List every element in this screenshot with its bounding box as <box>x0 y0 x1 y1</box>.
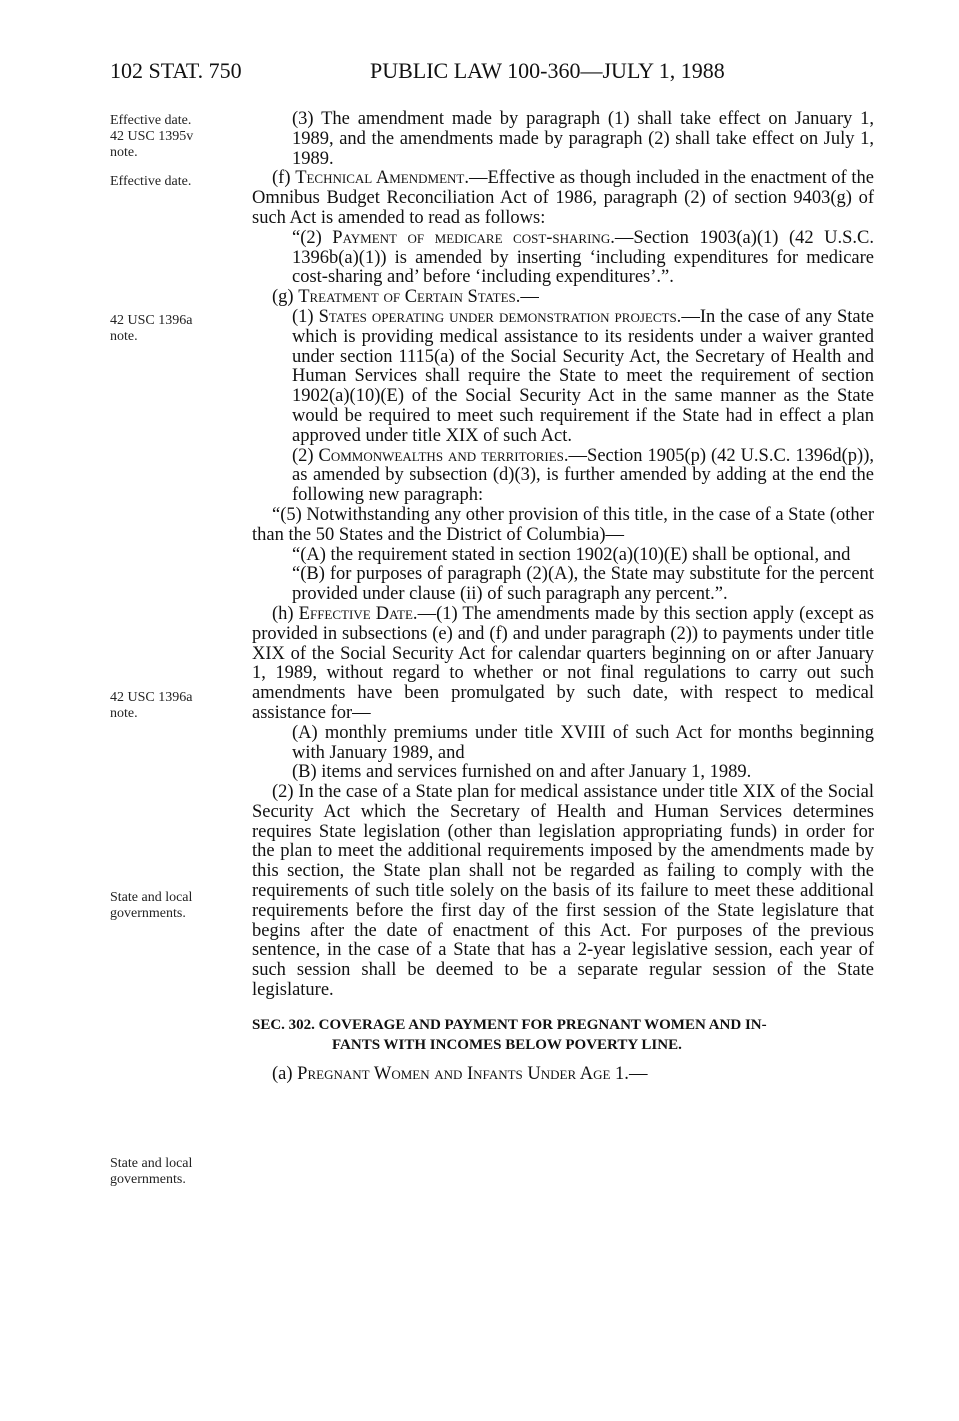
quoted-paragraph-2-heading: Payment of medicare cost-sharing. <box>332 227 615 248</box>
margin-note-usc-1396a-2: 42 USC 1396a note. <box>110 690 193 721</box>
subsection-g-heading: Treatment of Certain States. <box>298 287 521 308</box>
subsection-h-clause-a: (A) monthly premiums under title XVIII of such Act for months beginning with January 1989, and <box>292 722 874 763</box>
section-302-heading: SEC. 302. COVERAGE AND PAYMENT FOR PREGNANT WOMEN AND IN- FANTS WITH INCOMES BELOW POVERTY LINE. <box>252 1016 767 1053</box>
subsection-h-clause-b: (B) items and services furnished on and after January 1, 1989. <box>292 762 752 783</box>
subsection-g: (g) Treatment of Certain States.— <box>272 287 539 308</box>
page-header <box>110 58 874 92</box>
subsection-a: (a) Pregnant Women and Infants Under Age 1.— <box>272 1063 648 1084</box>
quoted-clause-b: “(B) for purposes of paragraph (2)(A), the State may substitute for the percent provided under clause (ii) of such paragraph any percent.”. <box>292 564 874 605</box>
margin-note-effective-date-1: Effective date. 42 USC 1395v note. <box>110 113 194 160</box>
subsection-f: (f) Technical Amendment.—Effective as though included in the enactment of the Omnibus Budget Reconciliation Act of 1986, paragraph (2) of section 9403(g) of such Act is amended to read as follows: <box>252 168 875 228</box>
subsection-a-heading: Pregnant Women and Infants Under Age 1. <box>297 1063 629 1084</box>
quoted-clause-a: “(A) the requirement stated in section 1902(a)(10)(E) shall be optional, and <box>292 544 851 565</box>
subsection-g-2-heading: Commonwealths and territories. <box>318 445 569 466</box>
margin-note-usc-1396a-1: 42 USC 1396a note. <box>110 313 193 344</box>
margin-note-state-local-2: State and local governments. <box>110 1156 193 1187</box>
subsection-g-2: (2) Commonwealths and territories.—Section 1905(p) (42 U.S.C. 1396d(p)), as amended by subsection (d)(3), is further amended by adding at the end the following new paragraph: <box>292 445 874 506</box>
margin-note-effective-date-2: Effective date. <box>110 174 192 189</box>
subsection-h-2: (2) In the case of a State plan for medical assistance under title XIX of the Social Security Act which the Secretary of Health and Human Services determines requires State legislation (other than legislation appropriating funds) in order for the plan to meet the additional requirements imposed by the amendments made by this section, the State plan shall not be regarded as failing to comply with the requirements of such title solely on the basis of its failure to meet these additional requirements before the first day of the first session of the State legislature that begins after the date of enactment of this Act. For purposes of the previous sentence, in the case of a State that has a 2-year legislative session, each year of such session shall be deemed to be a separate regular session of the State legislature. <box>252 782 874 1001</box>
subsection-f-heading: Technical Amendment. <box>295 168 469 189</box>
subsection-g-1-heading: States operating under demonstration projects. <box>318 306 682 327</box>
statute-page-number: 102 STAT. 750 <box>110 58 242 83</box>
subsection-h: (h) Effective Date.—(1) The amendments made by this section apply (except as provided in subsections (e) and (f) and under paragraph (2)) to payments under title XIX of the Social Security Act for calendar quarters beginning on or after January 1, 1989, without regard to whether or not final regulations to carry out such amendments have been promulgated by such date, with respect to medical assistance for— <box>252 603 875 723</box>
quoted-paragraph-5: “(5) Notwithstanding any other provision of this title, in the case of a State (other than the 50 States and the District of Columbia)— <box>252 504 874 545</box>
public-law-title: PUBLIC LAW 100-360—JULY 1, 1988 <box>370 58 725 83</box>
quoted-paragraph-2: “(2) Payment of medicare cost-sharing.—Section 1903(a)(1) (42 U.S.C. 1396b(a)(1)) is amended by inserting ‘including expenditures for medicare cost-sharing and’ before ‘including expenditures’.”. <box>292 227 874 288</box>
paragraph-3: (3) The amendment made by paragraph (1) shall take effect on January 1, 1989, and the amendments made by paragraph (2) shall take effect on July 1, 1989. <box>292 109 874 169</box>
subsection-h-heading: Effective Date. <box>298 603 418 624</box>
statute-body <box>252 110 874 1085</box>
margin-note-state-local-1: State and local governments. <box>110 890 193 921</box>
subsection-g-1: (1) States operating under demonstration projects.—In the case of any State which is providing medical assistance to its residents under a waiver granted under section 1115(a) of the Social Security Act, the Secretary of Health and Human Services shall require the State to meet the requirement of section 1902(a)(10)(E) of the Social Security Act in the same manner as the State would be required to meet such requirement if the State had in effect a plan approved under title XIX of such Act. <box>292 306 874 446</box>
